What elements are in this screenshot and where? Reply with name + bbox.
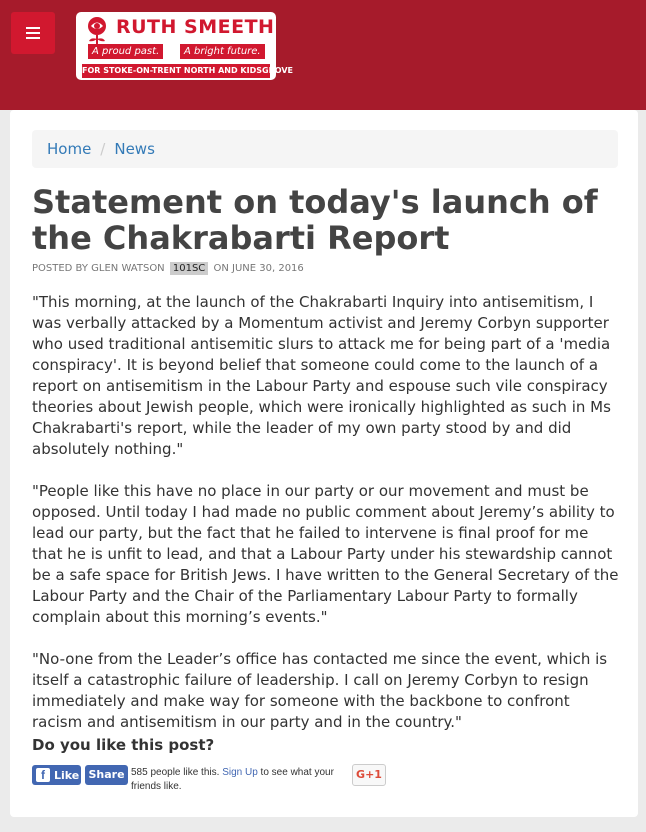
post-title: Statement on today's launch of the Chakrabarti Report: [32, 183, 598, 257]
logo-tagline-right: A bright future.: [180, 44, 265, 59]
post-date: ON JUNE 30, 2016: [213, 263, 304, 274]
social-buttons: [32, 763, 392, 793]
content-card: [10, 110, 638, 817]
breadcrumb: [32, 130, 618, 168]
posted-by-label: POSTED BY GLEN WATSON: [32, 263, 165, 274]
breadcrumb-separator: /: [100, 140, 106, 158]
post-paragraph: "No-one from the Leader’s office has contacted me since the event, which is itself a catastrophic failure of leadership. I call on Jeremy Corbyn to resign immediately and make way for someone with the backbone to confront racism and antisemitism in our party and in the country.": [32, 650, 608, 731]
rose-icon: [82, 15, 112, 45]
like-heading: Do you like this post?: [32, 736, 215, 754]
logo-tagline-left: A proud past.: [88, 44, 163, 59]
likes-text: 585 people like this.: [131, 767, 220, 778]
signup-link[interactable]: Sign Up: [222, 767, 258, 778]
hamburger-icon: [26, 27, 40, 29]
facebook-like-label: Like: [54, 768, 80, 782]
signup-suffix: to see what your friends like.: [131, 767, 334, 792]
google-plus-button[interactable]: G+1: [352, 764, 386, 786]
breadcrumb-home-link[interactable]: Home: [47, 140, 92, 158]
site-header: [0, 0, 646, 110]
breadcrumb-news-link[interactable]: News: [114, 140, 155, 158]
logo-name: RUTH SMEETH: [116, 16, 275, 38]
facebook-like-count: [131, 766, 341, 794]
site-logo[interactable]: [76, 12, 293, 80]
author-badge[interactable]: 101SC: [170, 262, 208, 275]
facebook-share-button[interactable]: Share: [85, 765, 128, 785]
post-paragraph: "People like this have no place in our party or our movement and must be opposed. Until today I had made no public comment about Jeremy’s ability to lead our party, but the fact that he failed to intervene is final proof for me that he is unfit to lead, and that a Labour Party under his stewardship cannot be a safe space for British Jews. I have written to the General Secretary of the Labour Party and the Chair of the Parliamentary Labour Party to formally complain about this morning’s events.": [32, 482, 619, 626]
menu-button[interactable]: [11, 12, 55, 54]
facebook-like-button[interactable]: [32, 765, 81, 785]
post-meta: [32, 263, 304, 274]
post-body: [32, 292, 622, 754]
post-paragraph: "This morning, at the launch of the Chakrabarti Inquiry into antisemitism, I was verbally attacked by a Momentum activist and Jeremy Corbyn supporter who used traditional antisemitic slurs to attack me for being part of a 'media conspiracy'. It is beyond belief that someone could come to the launch of a report on antisemitism in the Labour Party and espouse such vile conspiracy theories about Jewish people, which were ironically highlighted as such in Ms Chakrabarti's report, while the leader of my own party stood by and did absolutely nothing.": [32, 293, 611, 458]
facebook-icon: f: [36, 768, 50, 782]
logo-constituency: FOR STOKE-ON-TRENT NORTH AND KIDSGROVE: [82, 64, 270, 78]
